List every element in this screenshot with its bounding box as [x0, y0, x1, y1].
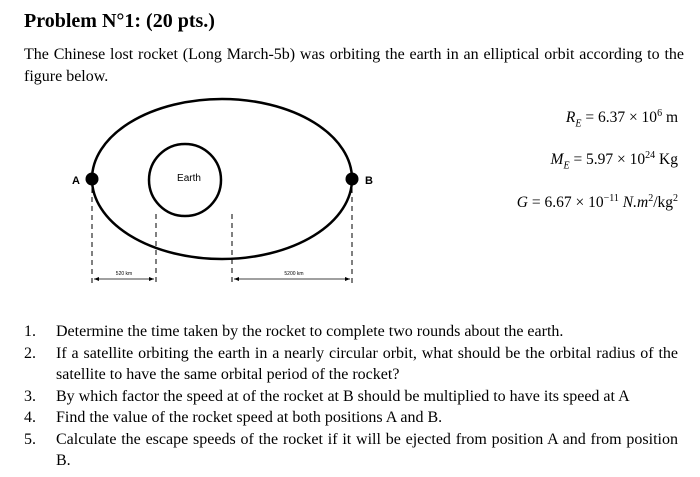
question-item: 5. Calculate the escape speeds of the rocket if it will be ejected from position A and from position B. — [24, 430, 678, 469]
problem-intro: The Chinese lost rocket (Long March-5b) was orbiting the earth in an elliptical orbit according to the figure below. — [24, 46, 684, 85]
question-item: 3. By which factor the speed at of the rocket at B should be multiplied to have its speed at A — [24, 387, 630, 405]
question-item: 2. If a satellite orbiting the earth in a nearly circular orbit, what should be the orbital radius of the satellite to have the same orbital period of the rocket? — [24, 344, 678, 383]
gravitational-constant: $G = 6.67 \times 10^{-11}$ $N.m^2/kg^2$ — [516, 192, 678, 211]
orbit-diagram — [60, 96, 390, 296]
problem-title: Problem N°1: (20 pts.) — [24, 10, 215, 32]
point-a-marker — [86, 173, 99, 186]
point-b-marker — [346, 173, 359, 186]
point-a-label: A — [72, 175, 80, 187]
distance-label-b: 5200 km — [284, 271, 304, 277]
constants-block — [517, 98, 678, 219]
question-item: 1. Determine the time taken by the rocket to complete two rounds about the earth. — [24, 323, 564, 340]
point-b-label: B — [365, 175, 373, 187]
question-list — [24, 321, 678, 472]
earth-radius-constant: $R_E = 6.37 \times 10^6$ m — [565, 108, 678, 130]
earth-label: Earth — [177, 173, 201, 184]
distance-label-a: 520 km — [115, 271, 133, 277]
earth-mass-constant: $M_E = 5.97 \times 10^{24}$ Kg — [550, 150, 678, 172]
question-item: 4. Find the value of the rocket speed at both positions A and B. — [24, 409, 443, 426]
